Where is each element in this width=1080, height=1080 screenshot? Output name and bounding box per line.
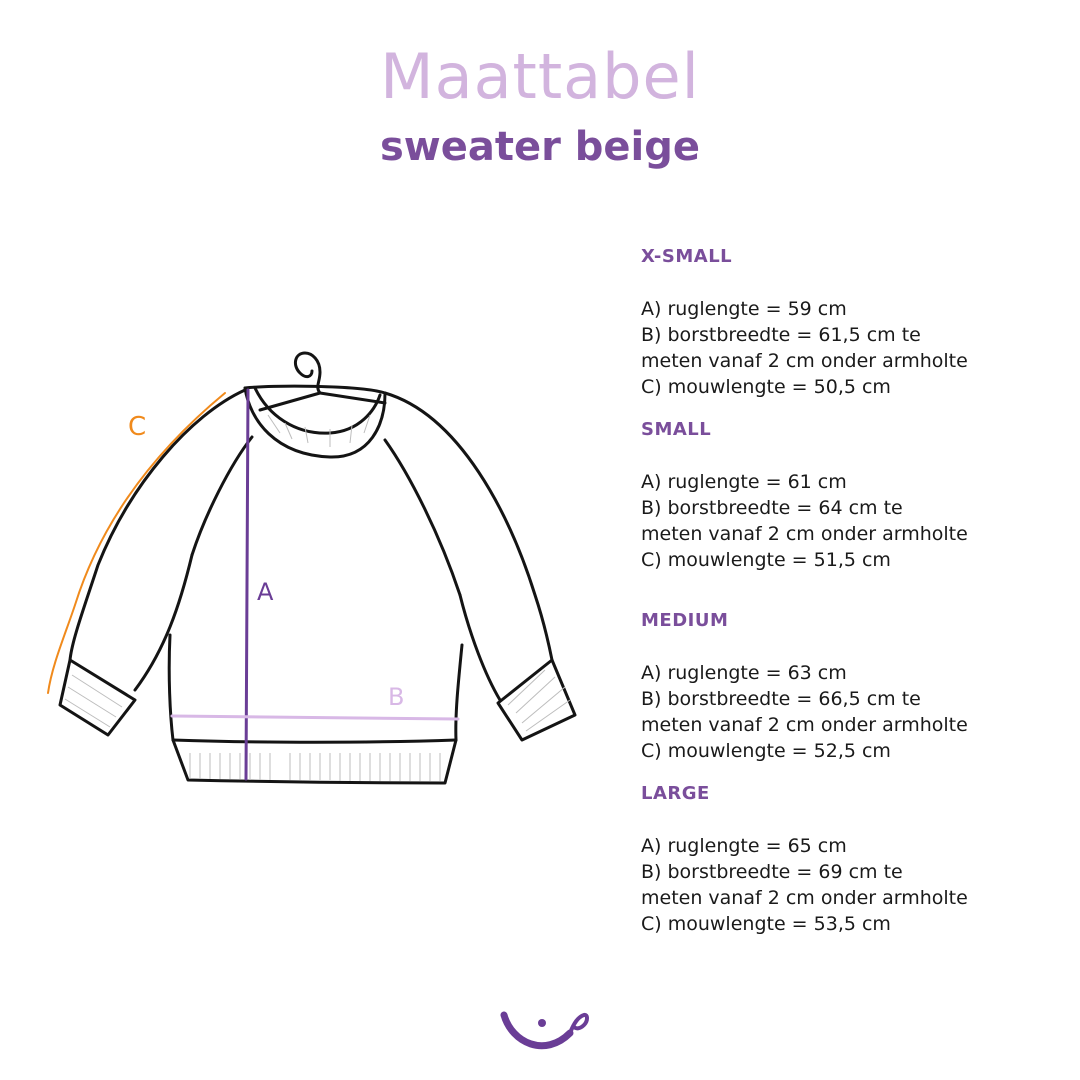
size-line: meten vanaf 2 cm onder armholte: [641, 887, 968, 909]
size-line: meten vanaf 2 cm onder armholte: [641, 714, 968, 736]
size-line: A) ruglengte = 59 cm: [641, 298, 847, 320]
chest-width-line: [172, 716, 458, 719]
size-line: B) borstbreedte = 69 cm te: [641, 861, 903, 883]
size-line: meten vanaf 2 cm onder armholte: [641, 350, 968, 372]
size-line: B) borstbreedte = 66,5 cm te: [641, 688, 921, 710]
label-c: C: [128, 412, 147, 442]
size-block-large: [641, 781, 1061, 937]
size-name: MEDIUM: [641, 610, 729, 631]
smile-logo-icon: [500, 1003, 590, 1059]
size-line: C) mouwlengte = 50,5 cm: [641, 376, 891, 398]
size-block-small: [641, 417, 1061, 573]
sweater-illustration: [30, 315, 590, 815]
label-a: A: [257, 578, 274, 606]
size-line: meten vanaf 2 cm onder armholte: [641, 523, 968, 545]
size-name: LARGE: [641, 783, 710, 804]
size-line: B) borstbreedte = 64 cm te: [641, 497, 903, 519]
size-name: X-SMALL: [641, 246, 733, 267]
size-block-medium: [641, 608, 1061, 764]
size-line: B) borstbreedte = 61,5 cm te: [641, 324, 921, 346]
size-line: C) mouwlengte = 53,5 cm: [641, 913, 891, 935]
size-line: A) ruglengte = 61 cm: [641, 471, 847, 493]
size-line: A) ruglengte = 65 cm: [641, 835, 847, 857]
page-title: Maattabel: [380, 40, 700, 113]
hanger-icon: [260, 353, 385, 410]
size-line: C) mouwlengte = 52,5 cm: [641, 740, 891, 762]
size-line: A) ruglengte = 63 cm: [641, 662, 847, 684]
size-name: SMALL: [641, 419, 712, 440]
label-b: B: [388, 683, 405, 711]
size-block-x-small: [641, 244, 1061, 400]
back-length-line: [246, 390, 248, 779]
page-subtitle: sweater beige: [379, 124, 701, 170]
size-line: C) mouwlengte = 51,5 cm: [641, 549, 891, 571]
